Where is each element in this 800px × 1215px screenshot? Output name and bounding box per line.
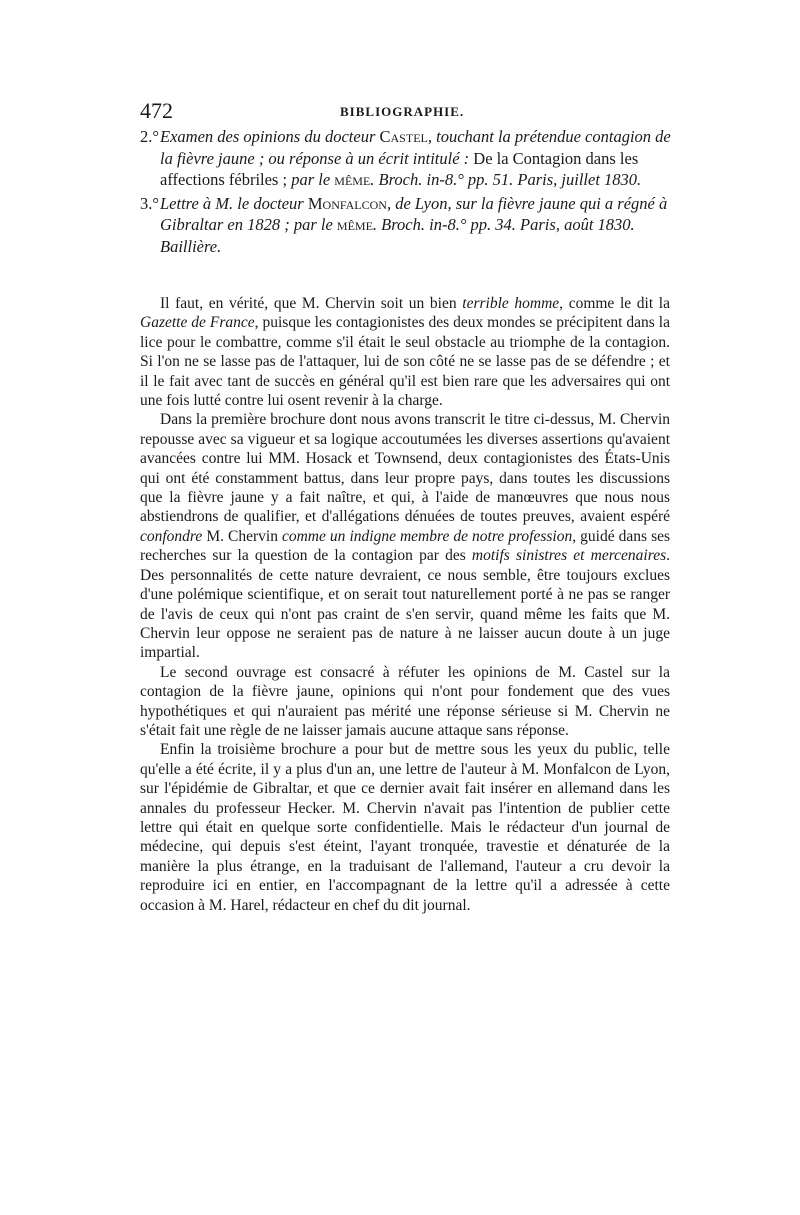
entry-number: 3.° <box>140 193 159 213</box>
paragraph-text: M. Chervin <box>202 527 282 545</box>
paragraph-text: , puisque les contagionistes des deux mondes se précipitent dans la lice pour le combattre, comme s'il était le seul obstacle au triomphe de la contagion. Si l'on ne se lasse pas de l'attaquer, lui de son côté ne se lasse pas de se défendre ; et il le fait avec tant de succès en général qu'il est bien rare que les adversaires qui ont une fois lutté contre lui osent revenir à la charge. <box>140 314 670 410</box>
entry-details: . Broch. in-8.° pp. 51. Paris, juillet 1830. <box>370 170 642 189</box>
paragraph <box>140 410 670 662</box>
entry-title-roman: De la Contagion dans les affections fébriles ; <box>160 148 639 189</box>
entry-title-cont: , touchant la prétendue contagion de la fièvre jaune ; ou réponse à un écrit intitulé : <box>160 127 671 168</box>
entry-author: par le <box>291 170 331 189</box>
entry-number: 2.° <box>140 127 159 146</box>
article-body <box>140 294 670 915</box>
paragraph-emphasis: comme un indigne membre de notre profession <box>281 527 573 545</box>
entry-title: Lettre à M. le docteur <box>160 193 304 213</box>
paragraph-text: Le second ouvrage est consacré à réfuter les opinions de M. Castel sur la contagion de la fièvre jaune, opinions qui n'ont pour fondement que des vues hypothétiques et qui n'auraient pas mérité une réponse sérieuse si M. Chervin ne s'était fait une règle de ne laisser jamais aucune attaque sans réponse. <box>140 663 670 739</box>
page-number: 472 <box>140 98 173 123</box>
entry-title: Examen des opinions du docteur <box>160 127 376 146</box>
paragraph-emphasis: terrible homme <box>462 295 560 312</box>
entry-details: . Broch. in-8.° pp. 34. Paris, août 1830. Baillière. <box>160 215 635 256</box>
paragraph <box>140 740 670 915</box>
entry-author-name: même <box>336 215 373 234</box>
paragraph-text: , comme le dit la <box>559 295 670 312</box>
bibliography-entry <box>140 126 672 191</box>
bibliography-entry <box>140 193 672 258</box>
bibliography-entries <box>140 126 672 257</box>
paragraph-text: Il faut, en vérité, que M. Chervin soit un bien <box>160 295 463 312</box>
paragraph-text: . Des personnalités de cette nature devraient, ce nous semble, être toujours exclues d'une polémique scientifique, et on serait tout naturellement porté à ne pas se ranger de l'avis de ceux qui n'ont pas craint de s'en servir, quand même les faits que M. Chervin leur oppose ne seraient pas de nature à ne laisser aucun doute à un juge impartial. <box>140 547 670 662</box>
paragraph-emphasis: confondre <box>140 527 203 545</box>
page-header <box>140 98 670 122</box>
paragraph <box>140 294 670 410</box>
paragraph-text: , guidé dans ses recherches sur la question de la contagion par des <box>140 527 671 565</box>
paragraph <box>140 663 670 741</box>
paragraph-emphasis: motifs sinistres et mercenaires <box>471 547 667 565</box>
paragraph-text: Dans la première brochure dont nous avons transcrit le titre ci-dessus, M. Chervin repousse avec sa vigueur et sa logique accoutumées les diverses assertions qu'avaient avancées contre lui MM. Hosack et Townsend, deux contagionistes des États-Unis qui ont été constamment battus, dans leur propre pays, dans toutes les discussions que la fièvre jaune y a fait naître, et qui, à l'aide de manœuvres que nous nous abstiendrons de qualifier, et d'allégations dénuées de toutes preuves, avaient espéré <box>140 411 670 526</box>
entry-name: Castel <box>379 127 428 146</box>
entry-name: Monfalcon <box>307 193 387 213</box>
paragraph-text: Enfin la troisième brochure a pour but de mettre sous les yeux du public, telle qu'elle a été écrite, il y a plus d'un an, une lettre de l'auteur à M. Monfalcon de Lyon, sur l'épidémie de Gibraltar, et que ce dernier avait fait insérer en allemand dans les annales du professeur Hecker. M. Chervin n'avait pas l'intention de publier cette lettre qui était en quelque sorte confidentielle. Mais le rédacteur d'un journal de médecine, qui depuis s'est éteint, l'ayant tronquée, travestie et dénaturée de la manière la plus étrange, en la traduisant de l'allemand, l'auteur a cru devoir la reproduire ici en entier, en l'accompagnant de la lettre qu'il a adressée à cette occasion à M. Harel, rédacteur en chef du dit journal. <box>140 741 670 914</box>
entry-author-name: même <box>334 170 371 189</box>
paragraph-emphasis: Gazette de France <box>140 314 255 332</box>
running-head: BIBLIOGRAPHIE. <box>340 104 465 119</box>
entry-title-cont: , de Lyon, sur la fièvre jaune qui a régné à Gibraltar en 1828 ; par le <box>160 193 668 234</box>
